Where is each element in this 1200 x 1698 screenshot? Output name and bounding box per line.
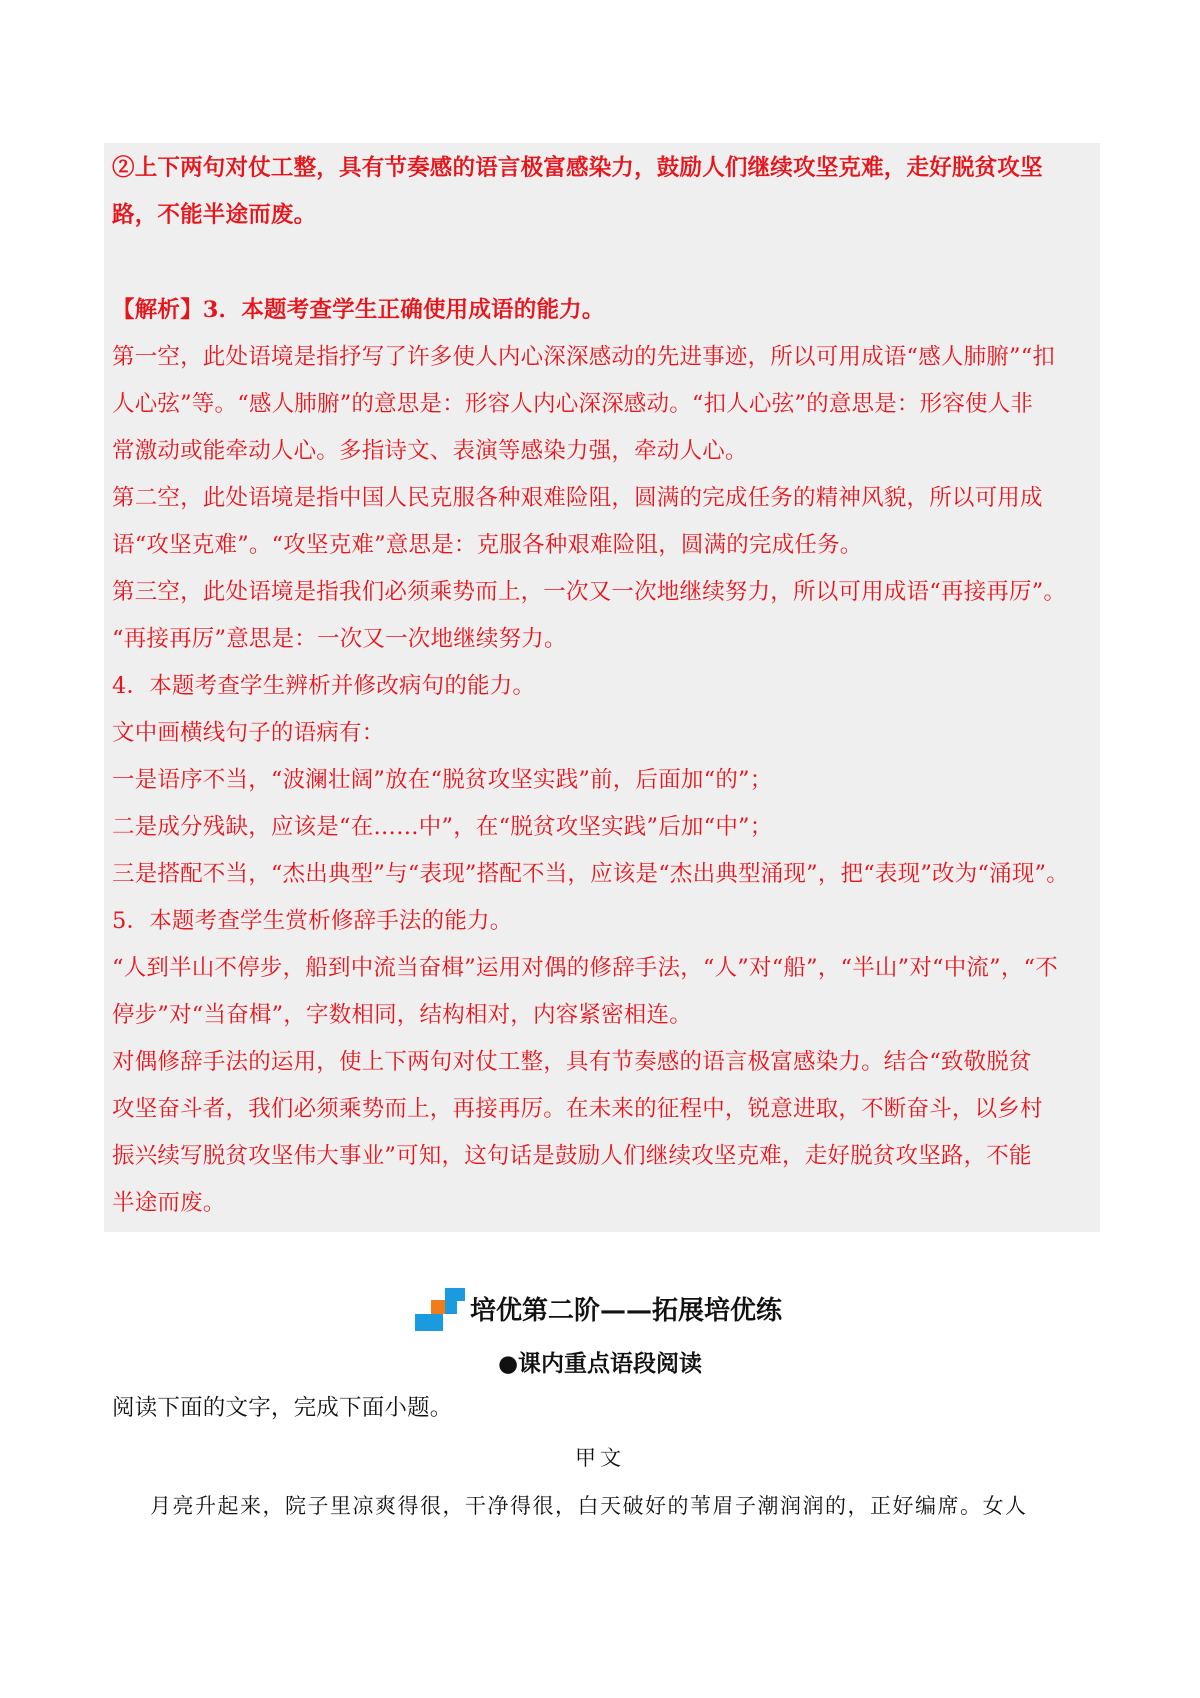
analysis-line: 对偶修辞手法的运用，使上下两句对仗工整，具有节奏感的语言极富感染力。结合“致敬脱贫 (112, 1049, 1032, 1075)
analysis-line: 第一空，此处语境是指抒写了许多使人内心深深感动的先进事迹，所以可用成语“感人肺腑”“扣 (112, 344, 1056, 370)
analysis-line: 第二空，此处语境是指中国人民克服各种艰难险阻，圆满的完成任务的精神风貌，所以可用成 (112, 485, 1043, 511)
answer-note-2 (112, 145, 1100, 239)
answer-line: 路，不能半途而废。 (112, 202, 317, 228)
analysis-line: 振兴续写脱贫攻坚伟大事业”可知，这句话是鼓励人们继续攻坚克难，走好脱贫攻坚路，不能 (112, 1143, 1032, 1169)
analysis-line: 人心弦”等。“感人肺腑”的意思是：形容人内心深深感动。“扣人心弦”的意思是：形容使人非 (112, 391, 1034, 417)
analysis-line: 攻坚奋斗者，我们必须乘势而上，再接再厉。在未来的征程中，锐意进取，不断奋斗，以乡村 (112, 1096, 1043, 1122)
section-logo-icon (415, 1288, 467, 1332)
analysis-line: 常激动或能牵动人心。多指诗文、表演等感染力强，牵动人心。 (112, 438, 748, 464)
analysis-line: 语“攻坚克难”。“攻坚克难”意思是：克服各种艰难险阻，圆满的完成任务。 (112, 532, 863, 558)
passage-title: 甲文 (575, 1446, 625, 1470)
analysis-line: 半途而废。 (112, 1190, 226, 1216)
passage-line: 月亮升起来，院子里凉爽得很，干净得很，白天破好的苇眉子潮润润的，正好编席。女人 (150, 1494, 1028, 1518)
analysis-heading: 【解析】3．本题考查学生正确使用成语的能力。 (112, 297, 605, 323)
analysis-line: 5．本题考查学生赏析修辞手法的能力。 (112, 908, 513, 934)
answer-line: ②上下两句对仗工整，具有节奏感的语言极富感染力，鼓励人们继续攻坚克难，走好脱贫攻坚 (112, 155, 1043, 181)
analysis-line: “再接再厉”意思是：一次又一次地继续努力。 (112, 626, 567, 652)
analysis-line: “人到半山不停步，船到中流当奋楫”运用对偶的修辞手法，“人”对“船”，“半山”对“中流”，“不 (112, 955, 1058, 981)
analysis-line: 文中画横线句子的语病有： (112, 720, 385, 746)
analysis-line: 二是成分残缺，应该是“在……中”，在“脱贫攻坚实践”后加“中”； (112, 814, 773, 840)
analysis-block (112, 287, 1100, 1227)
analysis-line: 4．本题考查学生辨析并修改病句的能力。 (112, 673, 536, 699)
analysis-line: 三是搭配不当，“杰出典型”与“表现”搭配不当，应该是“杰出典型涌现”，把“表现”改为“涌现”。 (112, 861, 1069, 887)
section-subtitle: ●课内重点语段阅读 (497, 1350, 703, 1377)
analysis-line: 一是语序不当，“波澜壮阔”放在“脱贫攻坚实践”前，后面加“的”； (112, 767, 773, 793)
section-title: 培优第二阶——拓展培优练 (470, 1296, 783, 1326)
analysis-line: 第三空，此处语境是指我们必须乘势而上，一次又一次地继续努力，所以可用成语“再接再厉”。 (112, 579, 1067, 605)
analysis-line: 停步”对“当奋楫”，字数相同，结构相对，内容紧密相连。 (112, 1002, 692, 1028)
instruction: 阅读下面的文字，完成下面小题。 (112, 1395, 453, 1421)
